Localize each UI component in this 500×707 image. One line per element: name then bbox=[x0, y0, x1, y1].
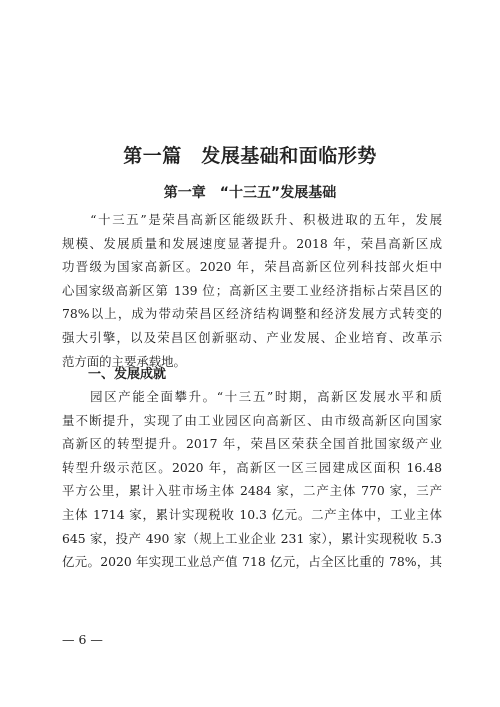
paragraph-line: 转型升级示范区。2020 年，高新区一区三园建成区面积 16.48 bbox=[62, 459, 442, 475]
chapter-title: 第一章 “十三五”发展基础 bbox=[163, 185, 337, 201]
paragraph-intro bbox=[62, 208, 442, 373]
paragraph-line: 高新区的转型提升。2017 年，荣昌区荣获全国首批国家级产业 bbox=[62, 436, 442, 452]
paragraph-line: 量不断提升，实现了由工业园区向高新区、由市级高新区向国家 bbox=[62, 412, 442, 428]
paragraph-line: “十三五”是荣昌高新区能级跃升、积极进取的五年，发展 bbox=[62, 212, 442, 227]
paragraph-line: 平方公里，累计入驻市场主体 2484 家，二产主体 770 家，三产 bbox=[62, 483, 442, 499]
paragraph-line: 主体 1714 家，累计实现税收 10.3 亿元。二产主体中，工业主体 bbox=[62, 506, 442, 522]
paragraph-line: 强大引擎，以及荣昌区创新驱动、产业发展、企业培育、改革示 bbox=[62, 329, 442, 345]
paragraph-line: 78%以上，成为带动荣昌区经济结构调整和经济发展方式转变的 bbox=[62, 306, 442, 322]
section-heading: 一、发展成就 bbox=[88, 367, 167, 382]
paragraph-line: 645 家，投产 490 家（规上工业企业 231 家），累计实现税收 5.3 bbox=[62, 530, 442, 546]
part-title: 第一篇 发展基础和面临形势 bbox=[123, 145, 377, 167]
paragraph-line: 功晋级为国家高新区。2020 年，荣昌高新区位列科技部火炬中 bbox=[62, 259, 442, 275]
paragraph-line: 心国家级高新区第 139 位；高新区主要工业经济指标占荣昌区的 bbox=[62, 282, 442, 298]
paragraph-line: 范方面的主要承载地。 bbox=[62, 353, 186, 369]
paragraph-achievements bbox=[62, 385, 442, 574]
paragraph-line: 规模、发展质量和发展速度显著提升。2018 年，荣昌高新区成 bbox=[62, 235, 442, 251]
page-number: — 6 — bbox=[62, 632, 103, 647]
paragraph-line: 园区产能全面攀升。“十三五”时期，高新区发展水平和质 bbox=[62, 389, 442, 404]
paragraph-line: 亿元。2020 年实现工业总产值 718 亿元，占全区比重的 78%，其 bbox=[62, 554, 442, 570]
